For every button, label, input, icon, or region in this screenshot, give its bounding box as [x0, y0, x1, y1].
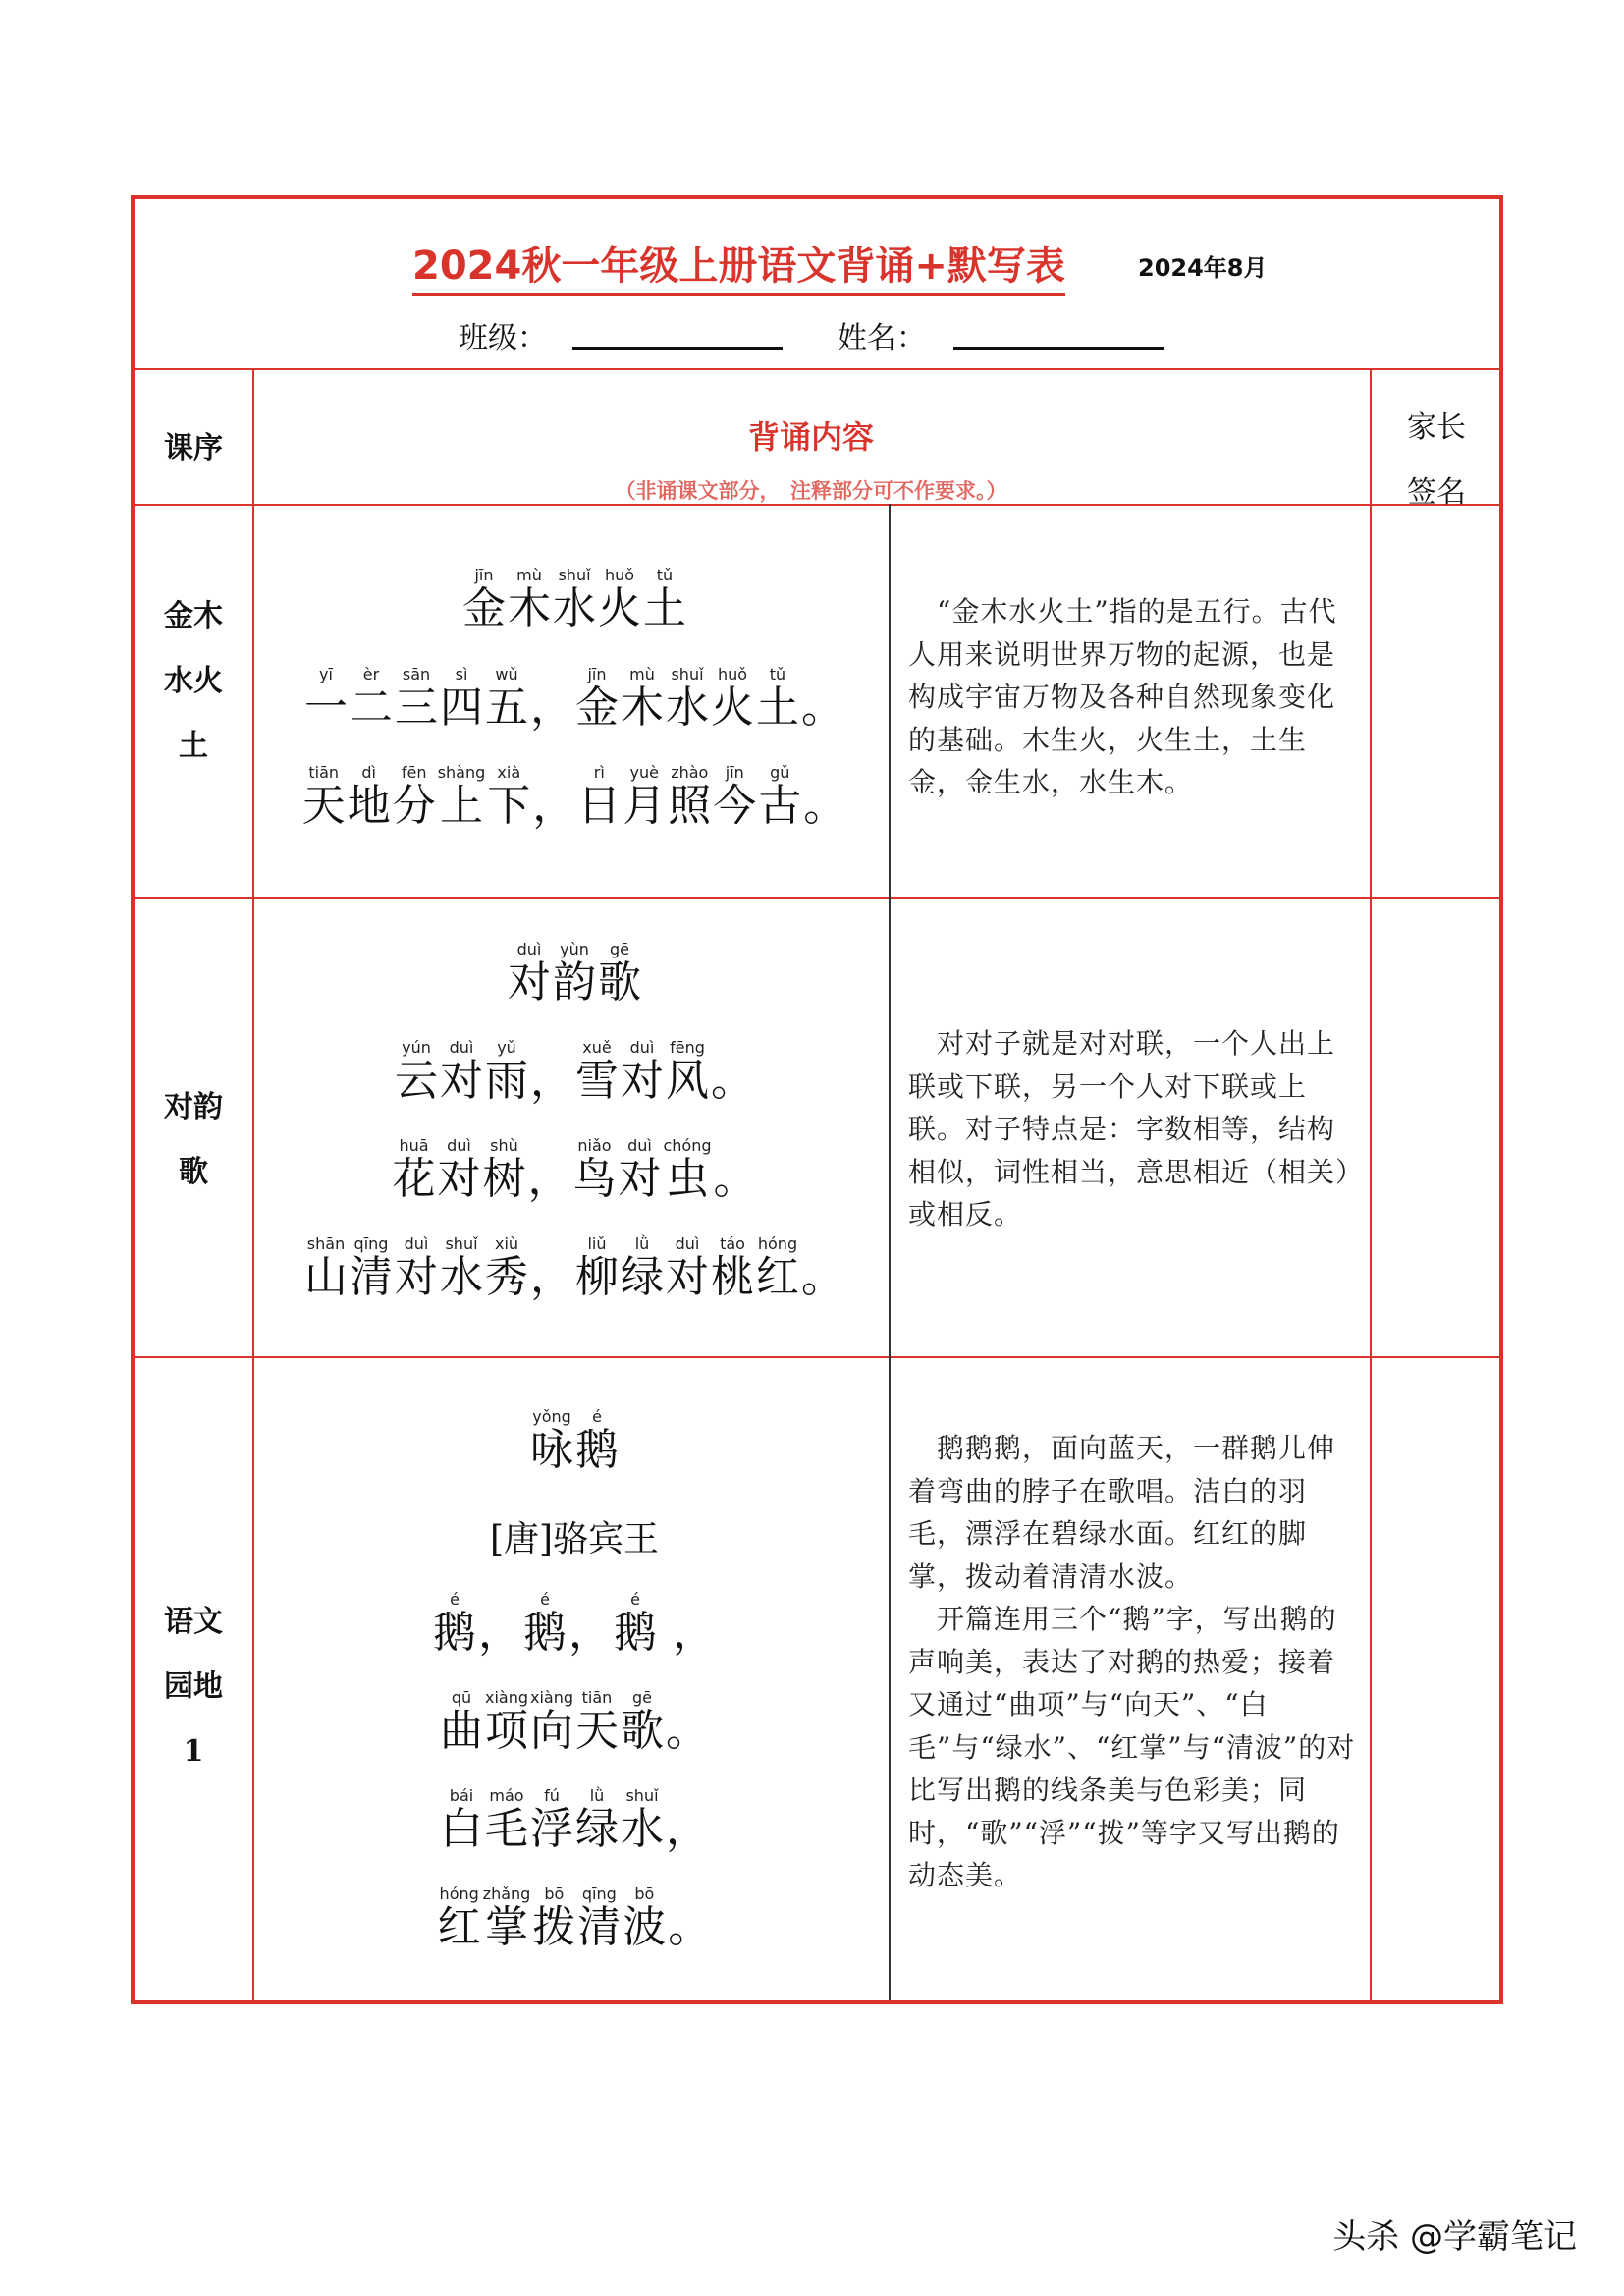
pinyin [668, 1885, 711, 1903]
pinyin: tǔ [756, 665, 799, 683]
poem-line [252, 1690, 896, 1758]
column-header-lesson: 课序 [164, 431, 223, 465]
poem-line [252, 1138, 896, 1206]
explanation-text: “金木水火土”指的是五行。古代人用来说明世界万物的起源，也是构成宇宙万物及各种自然现象变化的基础。木生火，火生土，土生金，金生水，水生木。 [908, 595, 1337, 798]
pinyin: qīng [350, 1234, 393, 1253]
poem-line [252, 1236, 896, 1304]
pinyin: xiàng [484, 1688, 528, 1707]
hanzi-with-pinyin: ， [568, 1608, 612, 1658]
explanation-text: 鹅鹅鹅，面向蓝天，一群鹅儿伸着弯曲的脖子在歌唱。洁白的羽毛，漂浮在碧绿水面。红红的脚掌，拨动着清清水波。 开篇连用三个“鹅”字，写出鹅的声响美，表达了对鹅的热爱；接着又通过“曲项”与“向天”、“白毛”与“绿水”、“红掌”与“清波”的对比写出鹅的线条美与色彩美；同时，“歌”“浮”“拨”等字又写出鹅的动态美。 [908, 1432, 1356, 1891]
lesson-label: 语文 [164, 1605, 223, 1639]
poem-line [252, 1886, 896, 1954]
pinyin: shuǐ [621, 1786, 664, 1805]
pinyin: duì [618, 1136, 662, 1155]
sign-label-1: 家长 [1407, 410, 1466, 445]
hanzi-with-pinyin: 木mù [508, 566, 551, 633]
pinyin: jīn [462, 566, 506, 584]
hanzi-with-pinyin: 对duì [666, 1234, 709, 1302]
pinyin [530, 1234, 573, 1253]
pinyin: é [614, 1590, 657, 1609]
pinyin: xiù [485, 1234, 528, 1253]
hanzi-with-pinyin: 照zhào [668, 763, 712, 831]
name-field[interactable] [953, 347, 1164, 350]
pinyin: jīn [713, 763, 757, 782]
class-label: 班级： [459, 321, 547, 355]
hanzi-with-pinyin: 红hóng [756, 1234, 799, 1302]
pinyin [666, 1688, 709, 1707]
hanzi-with-pinyin: 对duì [621, 1038, 664, 1106]
poem-title [252, 1409, 896, 1477]
hanzi-with-pinyin: 波bō [623, 1885, 667, 1952]
pinyin: lǜ [621, 1234, 664, 1253]
hanzi-with-pinyin: 水shuǐ [440, 1234, 483, 1302]
pinyin: táo [711, 1234, 754, 1253]
hanzi-with-pinyin: ， [530, 1056, 573, 1106]
pinyin: tiān [301, 763, 346, 782]
hanzi-with-pinyin: 金jīn [462, 566, 506, 633]
hanzi-with-pinyin: 日rì [577, 763, 622, 831]
hanzi-with-pinyin: 。 [801, 1252, 844, 1302]
pinyin: duì [621, 1038, 664, 1057]
pinyin: yún [395, 1038, 438, 1057]
pinyin: qū [439, 1688, 483, 1707]
hanzi-with-pinyin: 项xiàng [484, 1688, 528, 1756]
hanzi-with-pinyin: 二èr [350, 665, 393, 733]
pinyin [803, 763, 846, 782]
explanation-text: 对对子就是对对联，一个人出上联或下联，另一个人对下联或上联。对子特点是：字数相等，结构相似，词性相当，意思相近（相关）或相反。 [908, 1027, 1351, 1230]
hanzi-with-pinyin: 下xià [487, 763, 531, 831]
pinyin: shuǐ [553, 566, 596, 584]
parent-sign-box[interactable] [1372, 1358, 1503, 2004]
pinyin: duì [395, 1234, 438, 1253]
hanzi-with-pinyin: 风fēng [666, 1038, 709, 1106]
pinyin: gǔ [758, 763, 802, 782]
hanzi-with-pinyin: 火huǒ [598, 566, 641, 633]
poem-cell [252, 897, 896, 1356]
pinyin: èr [350, 665, 393, 683]
hanzi-with-pinyin: 向xiàng [529, 1688, 573, 1756]
pinyin: é [433, 1590, 476, 1609]
pinyin: bō [623, 1885, 667, 1903]
parent-sign-box[interactable] [1372, 506, 1503, 897]
hanzi-with-pinyin: 绿lǜ [575, 1786, 619, 1854]
hanzi-with-pinyin: 对duì [440, 1038, 483, 1106]
page-title: 2024秋一年级上册语文背诵+默写表 [412, 235, 1065, 296]
hanzi-with-pinyin: 。 [666, 1706, 709, 1756]
pinyin: chóng [663, 1136, 712, 1155]
content-header-note: （非诵课文部分， 注释部分可不作要求。） [615, 479, 1007, 503]
hanzi-with-pinyin: 曲qū [439, 1688, 483, 1756]
pinyin: tǔ [643, 566, 686, 584]
pinyin [527, 1136, 570, 1155]
pinyin: yuè [623, 763, 667, 782]
pinyin: é [523, 1590, 567, 1609]
hanzi-with-pinyin: 。 [711, 1056, 754, 1106]
pinyin: lǜ [575, 1786, 619, 1805]
hanzi-with-pinyin: 鹅é [433, 1590, 476, 1658]
hanzi-with-pinyin: 。 [803, 781, 846, 831]
pinyin: shuǐ [666, 665, 709, 683]
lesson-cell [135, 1590, 252, 1784]
hanzi-with-pinyin: 三sān [395, 665, 438, 733]
hanzi-with-pinyin: 歌gē [620, 1688, 664, 1756]
pinyin: yī [304, 665, 348, 683]
content-header-title: 背诵内容 [747, 418, 874, 456]
pinyin: mù [621, 665, 664, 683]
hanzi-with-pinyin: 柳liǔ [575, 1234, 619, 1302]
pinyin: é [575, 1407, 619, 1426]
hanzi-with-pinyin: 鹅é [523, 1590, 567, 1658]
pinyin: bái [440, 1786, 483, 1805]
hanzi-with-pinyin: 鹅é [575, 1407, 619, 1475]
pinyin [659, 1590, 716, 1609]
hanzi-with-pinyin: 白bái [440, 1786, 483, 1854]
pinyin: yǔ [485, 1038, 528, 1057]
hanzi-with-pinyin: 拨bō [532, 1885, 576, 1952]
pinyin: bō [532, 1885, 576, 1903]
pinyin [568, 1590, 612, 1609]
date-label: 2024年8月 [1138, 254, 1268, 282]
hanzi-with-pinyin: 水shuǐ [553, 566, 596, 633]
pinyin: gē [598, 940, 641, 958]
pinyin: xià [487, 763, 531, 782]
name-label: 姓名： [838, 321, 926, 355]
hanzi-with-pinyin: 虫chóng [663, 1136, 712, 1204]
pinyin: hóng [437, 1885, 481, 1903]
poem-title [252, 942, 896, 1010]
hanzi-with-pinyin: 对duì [508, 940, 551, 1008]
lesson-label: 对韵 [164, 1090, 223, 1124]
lesson-label: 园地 [164, 1669, 223, 1704]
pinyin: shān [304, 1234, 348, 1253]
pinyin [711, 1038, 754, 1057]
pinyin: mù [508, 566, 551, 584]
watermark: 头杀 @学霸笔记 [1332, 2217, 1577, 2257]
pinyin: sān [395, 665, 438, 683]
lesson-label: 土 [179, 729, 208, 763]
hanzi-with-pinyin: 毛máo [485, 1786, 528, 1854]
hanzi-with-pinyin: 。 [801, 683, 844, 733]
hanzi-with-pinyin: 上shàng [437, 763, 486, 831]
pinyin: duì [440, 1038, 483, 1057]
hanzi-with-pinyin: 木mù [621, 665, 664, 733]
pinyin: yǒng [530, 1407, 573, 1426]
hanzi-with-pinyin: 天tiān [301, 763, 346, 831]
hanzi-with-pinyin: 歌gē [598, 940, 641, 1008]
pinyin: shàng [437, 763, 486, 782]
hanzi-with-pinyin: 清qīng [577, 1885, 622, 1952]
lesson-cell [135, 584, 252, 779]
hanzi-with-pinyin: 。 [714, 1154, 757, 1204]
hanzi-with-pinyin: 云yún [395, 1038, 438, 1106]
pinyin: dì [347, 763, 391, 782]
pinyin: liǔ [575, 1234, 619, 1253]
lesson-label: 歌 [179, 1155, 208, 1189]
hanzi-with-pinyin: ， [530, 683, 573, 733]
pinyin: tiān [574, 1688, 619, 1707]
hanzi-with-pinyin: 浮fú [530, 1786, 573, 1854]
pinyin: shuǐ [440, 1234, 483, 1253]
hanzi-with-pinyin: 咏yǒng [530, 1407, 573, 1475]
hanzi-with-pinyin: 绿lǜ [621, 1234, 664, 1302]
hanzi-with-pinyin: 天tiān [574, 1688, 619, 1756]
pinyin: fēn [392, 763, 436, 782]
pinyin [532, 763, 575, 782]
hanzi-with-pinyin: 花huā [392, 1136, 436, 1204]
pinyin [530, 665, 573, 683]
hanzi-with-pinyin: 土tǔ [756, 665, 799, 733]
hanzi-with-pinyin: 土tǔ [643, 566, 686, 633]
hanzi-with-pinyin: ， [659, 1608, 716, 1658]
hanzi-with-pinyin: 红hóng [437, 1885, 481, 1952]
hanzi-with-pinyin: 韵yùn [553, 940, 596, 1008]
poem-title [252, 568, 896, 635]
pinyin: duì [666, 1234, 709, 1253]
hanzi-with-pinyin: 古gǔ [758, 763, 802, 831]
hanzi-with-pinyin: 对duì [395, 1234, 438, 1302]
hanzi-with-pinyin: 树shù [482, 1136, 526, 1204]
hanzi-with-pinyin: 五wǔ [485, 665, 528, 733]
pinyin: yùn [553, 940, 596, 958]
hanzi-with-pinyin: 地dì [347, 763, 391, 831]
pinyin: huǒ [711, 665, 754, 683]
hanzi-with-pinyin: 对duì [437, 1136, 481, 1204]
pinyin: hóng [756, 1234, 799, 1253]
divider [135, 368, 1499, 370]
lesson-label: 水火 [164, 664, 223, 698]
pinyin: huǒ [598, 566, 641, 584]
pinyin: jīn [575, 665, 619, 683]
hanzi-with-pinyin: 清qīng [350, 1234, 393, 1302]
pinyin: huā [392, 1136, 436, 1155]
pinyin [801, 1234, 844, 1253]
pinyin: wǔ [485, 665, 528, 683]
poem-cell [252, 504, 896, 897]
class-field[interactable] [572, 347, 783, 350]
hanzi-with-pinyin: 今jīn [713, 763, 757, 831]
pinyin: xiàng [529, 1688, 573, 1707]
hanzi-with-pinyin: 月yuè [623, 763, 667, 831]
pinyin: fēng [666, 1038, 709, 1057]
pinyin: zhào [668, 763, 712, 782]
hanzi-with-pinyin: 掌zhǎng [482, 1885, 531, 1952]
poem-line [252, 667, 896, 735]
pinyin: sì [440, 665, 483, 683]
poem-line [252, 1040, 896, 1108]
hanzi-with-pinyin: 雨yǔ [485, 1038, 528, 1106]
hanzi-with-pinyin: 雪xuě [575, 1038, 619, 1106]
hanzi-with-pinyin: 山shān [304, 1234, 348, 1302]
poem-author: [唐]骆宾王 [489, 1519, 660, 1559]
pinyin: shù [482, 1136, 526, 1155]
hanzi-with-pinyin: 火huǒ [711, 665, 754, 733]
poem-line [252, 765, 896, 833]
sign-label-2: 签名 [1407, 475, 1466, 510]
hanzi-with-pinyin: ， [530, 1252, 573, 1302]
pinyin [478, 1590, 521, 1609]
pinyin [530, 1038, 573, 1057]
hanzi-with-pinyin: 水shuǐ [666, 665, 709, 733]
hanzi-with-pinyin: 四sì [440, 665, 483, 733]
lesson-cell [135, 1075, 252, 1205]
hanzi-with-pinyin: 桃táo [711, 1234, 754, 1302]
pinyin: fú [530, 1786, 573, 1805]
lesson-label: 金木 [164, 599, 223, 633]
column-header-content [252, 391, 1370, 519]
hanzi-with-pinyin: 。 [668, 1902, 711, 1952]
hanzi-with-pinyin: ， [478, 1608, 521, 1658]
pinyin: qīng [577, 1885, 622, 1903]
pinyin [801, 665, 844, 683]
pinyin: xuě [575, 1038, 619, 1057]
pinyin: zhǎng [482, 1885, 531, 1903]
poem-cell [252, 1356, 896, 2004]
poem-line [252, 1788, 896, 1856]
recitation-table [131, 195, 1503, 2004]
lesson-label: 1 [183, 1734, 204, 1769]
hanzi-with-pinyin: 分fēn [392, 763, 436, 831]
hanzi-with-pinyin: ， [527, 1154, 570, 1204]
hanzi-with-pinyin: 水shuǐ [621, 1786, 664, 1854]
pinyin: duì [437, 1136, 481, 1155]
hanzi-with-pinyin: ， [532, 781, 575, 831]
pinyin: máo [485, 1786, 528, 1805]
pinyin: rì [577, 763, 622, 782]
pinyin: duì [508, 940, 551, 958]
hanzi-with-pinyin: 鹅é [614, 1590, 657, 1658]
pinyin [666, 1786, 709, 1805]
pinyin [714, 1136, 757, 1155]
hanzi-with-pinyin: 鸟niǎo [572, 1136, 617, 1204]
pinyin: niǎo [572, 1136, 617, 1155]
hanzi-with-pinyin: 一yī [304, 665, 348, 733]
hanzi-with-pinyin: 金jīn [575, 665, 619, 733]
hanzi-with-pinyin: 对duì [618, 1136, 662, 1204]
hanzi-with-pinyin: ， [666, 1804, 709, 1854]
parent-sign-box[interactable] [1372, 899, 1503, 1356]
pinyin: gē [620, 1688, 664, 1707]
poem-line [252, 1592, 896, 1660]
hanzi-with-pinyin: 秀xiù [485, 1234, 528, 1302]
